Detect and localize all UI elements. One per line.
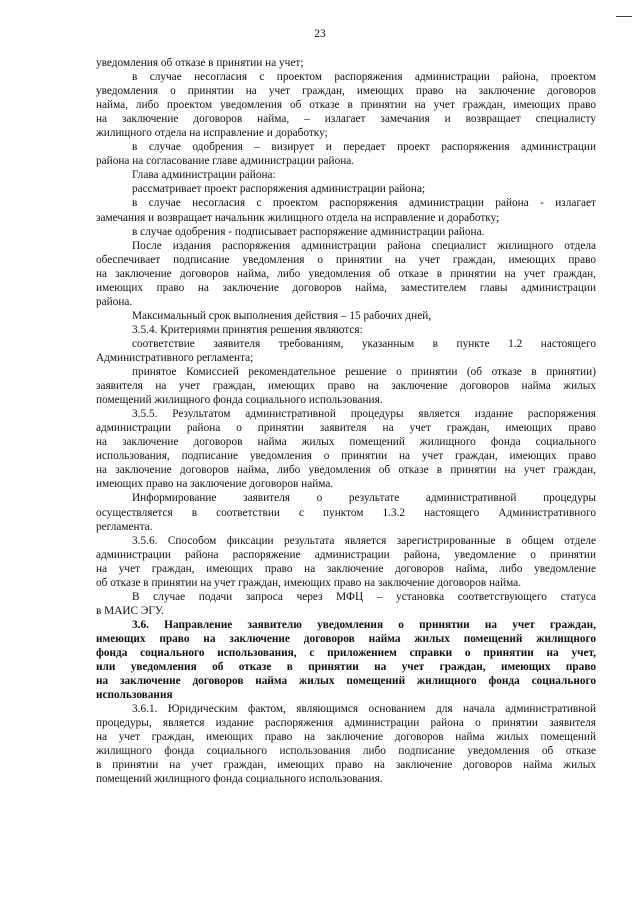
- text-line: 3.5.5. Результатом административной процедуры является издание распоряжения: [132, 408, 596, 421]
- text-line: процедуры, является издание распоряжения администрации района о принятии заявителя: [96, 717, 596, 730]
- page-number: 23: [314, 28, 326, 40]
- text-line: в случае одобрения - подписывает распоряжение администрации района.: [132, 225, 485, 238]
- text-line: имеющих право на заключение договоров найма, заместителем главы администрации: [96, 281, 596, 294]
- text-line: администрации района о принятии заявителя на учет граждан, имеющих право: [96, 422, 596, 435]
- text-line: 3.5.6. Способом фиксации результата является зарегистрированные в общем отделе: [132, 534, 596, 547]
- text-line: уведомления о принятии на учет граждан, имеющих право на заключение договоров: [96, 85, 596, 98]
- text-line: помещений жилищного фонда социального использования.: [96, 773, 383, 786]
- text-line: в случае несогласия с проектом распоряжения администрации района, проектом: [132, 71, 596, 84]
- text-line: на заключение договоров найма, либо уведомления об отказе в принятии на учет граждан,: [96, 267, 596, 280]
- text-line: фонда социального использования, с приложением справки о принятии на учет,: [96, 646, 596, 659]
- text-line: уведомления об отказе в принятии на учет;: [96, 57, 304, 69]
- text-line: заявителя на учет граждан, имеющих право на заключение договоров найма жилых: [96, 380, 596, 393]
- text-line: осуществляется в соответствии с пунктом 1.3.2 настоящего Административного: [96, 506, 596, 519]
- text-line: помещений жилищного фонда социального использования.: [96, 394, 383, 407]
- text-line: рассматривает проект распоряжения администрации района;: [132, 183, 426, 196]
- text-line: найма, либо проектом уведомления об отказе в принятии на учет граждан, имеющих право: [96, 99, 596, 112]
- text-line: После издания распоряжения администрации района специалист жилищного отдела: [132, 239, 596, 252]
- text-line: 3.5.4. Критериями принятия решения являются:: [132, 323, 363, 336]
- text-line: района.: [96, 295, 133, 308]
- text-line: Глава администрации района:: [132, 169, 276, 182]
- text-line: об отказе в принятии на учет граждан, имеющих право на заключение договоров найма.: [96, 576, 522, 589]
- text-line: принятое Комиссией рекомендательное решение о принятии (об отказе в принятии): [132, 366, 596, 379]
- text-line: Информирование заявителя о результате административной процедуры: [132, 492, 596, 505]
- text-line: района на согласование главе администрации района.: [96, 155, 355, 168]
- text-line: обеспечивает подписание уведомления о принятии на учет граждан, имеющих право: [96, 253, 596, 266]
- text-line: 3.6.1. Юридическим фактом, являющимся основанием для начала административной: [132, 703, 596, 716]
- text-line: на заключение договоров найма жилых помещений жилищного фонда социального: [96, 675, 596, 688]
- text-line: на заключение договоров найма, либо уведомления об отказе в принятии на учет граждан,: [96, 464, 596, 477]
- text-line: или уведомления об отказе в принятии на учет граждан, имеющих право: [96, 661, 596, 674]
- text-line: имеющих право на заключение договоров найма.: [96, 478, 334, 491]
- text-line: на учет граждан, имеющих право на заключение договоров найма, либо уведомление: [96, 562, 596, 575]
- text-line: замечания и возвращает начальник жилищного отдела на исправление и доработку;: [96, 211, 500, 224]
- text-line: Максимальный срок выполнения действия – 15 рабочих дней,: [132, 309, 432, 322]
- text-line: на заключение договоров найма, – излагает замечания и возвращает специалисту: [96, 113, 596, 126]
- text-line: соответствие заявителя требованиям, указанным в пункте 1.2 настоящего: [132, 337, 596, 350]
- text-line: использования: [96, 689, 173, 702]
- text-line: в случае одобрения – визирует и передает проект распоряжения администрации: [132, 141, 596, 154]
- text-line: в принятии на учет граждан, имеющих право на заключение договоров найма жилых: [96, 759, 596, 772]
- text-line: на учет граждан, имеющих право на заключение договоров найма жилых помещений: [96, 731, 596, 744]
- text-line: в МАИС ЭГУ.: [96, 604, 164, 617]
- text-line: В случае подачи запроса через МФЦ – установка соответствующего статуса: [132, 590, 596, 603]
- text-line: на заключение договоров найма жилых помещений жилищного фонда социального: [96, 436, 596, 449]
- text-line: жилищного отдела на исправление и доработку;: [96, 127, 328, 140]
- text-line: администрации района распоряжение администрации района, уведомление о принятии: [96, 548, 596, 561]
- body-text: [96, 56, 596, 786]
- text-line: 3.6. Направление заявителю уведомления о принятии на учет граждан,: [132, 618, 596, 631]
- text-line: жилищного фонда социального использования либо подписание уведомления об отказе: [96, 745, 596, 758]
- text-line: регламента.: [96, 520, 153, 533]
- scan-corner-mark: [616, 16, 632, 17]
- text-line: использования, подписание уведомления о принятии на учет граждан, имеющих право: [96, 450, 596, 463]
- text-line: имеющих право на заключение договоров найма жилых помещений жилищного: [96, 632, 596, 645]
- text-line: Административного регламента;: [96, 351, 254, 364]
- text-line: в случае несогласия с проектом распоряжения администрации района - излагает: [132, 197, 596, 210]
